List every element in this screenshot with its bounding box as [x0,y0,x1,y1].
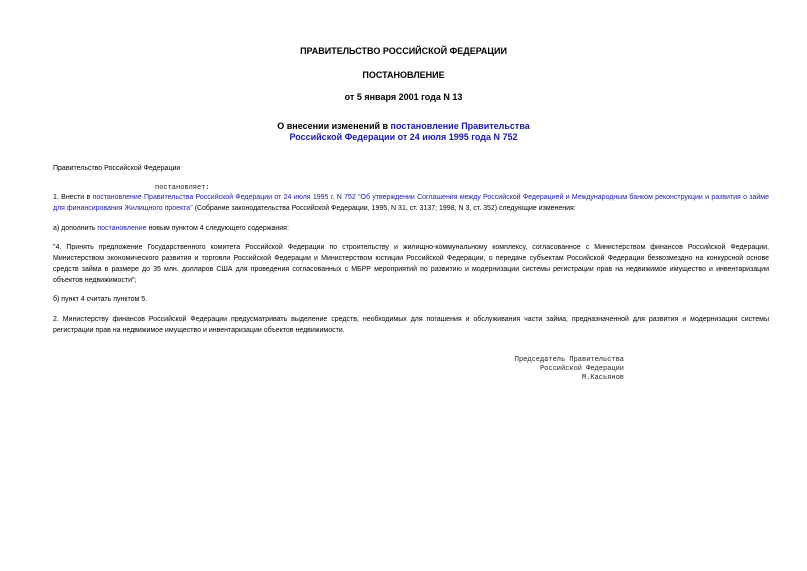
paragraph-a-rest: новым пунктом 4 следующего содержания: [146,225,289,232]
paragraph-1-rest: (Собрание законодательства Российской Федерации, 1995, N 31, ст. 3137; 1998, N 3, ст. 352) следующие изменения: [192,205,576,212]
paragraph-4-quote: "4. Принять предложение Государственного комитета Российской Федерации по строительству и жилищно-коммунальному комплексу, согласованное с Министерством финансов Российской Федерации, Министерством экономического развития и торговли Российской Федерации и Министерством юстиции Российской Федерации, о передаче субъектам Российской Федерации безвозмездно на конкурсной основе средств займа в размере до 35 млн. долларов США для проведения согласованных с МБРР мероприятий по развитию и модернизации системы регистрации прав на недвижимое имущество и инвентаризации объектов недвижимости"; [53,244,769,284]
paragraph-a-prefix: а) дополнить [53,225,98,232]
document-title-line2 [0,132,807,143]
paragraph-a [53,223,769,234]
signature-country: Российской Федерации [539,365,624,373]
paragraph-1 [53,192,769,214]
title-link-line1[interactable]: постановление Правительства [390,121,530,131]
document-date-number: от 5 января 2001 года N 13 [344,92,463,102]
intro-text: Правительство Российской Федерации [53,165,181,172]
signature-name: М.Касьянов [581,374,624,382]
title-link-line2[interactable]: Российской Федерации от 24 июля 1995 года N 752 [289,132,518,142]
decrees-text: постановляет: [155,184,210,192]
signature-title: Председатель Правительства [514,356,624,364]
paragraph-a-link[interactable]: постановление [97,225,147,232]
paragraph-b: б) пункт 4 считать пунктом 5. [53,296,148,303]
title-prefix: О внесении изменений в [277,121,391,131]
government-heading: ПРАВИТЕЛЬСТВО РОССИЙСКОЙ ФЕДЕРАЦИИ [300,46,507,56]
paragraph-1-num: 1. Внести в [53,194,93,201]
paragraph-2: 2. Министерству финансов Российской Федерации предусматривать выделение средств, необходимых для погашения и обслуживания части займа, предназначенной для развития и модернизации системы регистрации прав на недвижимое имущество и инвентаризации объектов недвижимости. [53,316,769,334]
document-title [0,121,807,132]
document-type: ПОСТАНОВЛЕНИЕ [362,70,445,80]
paragraph-1-link[interactable]: постановление Правительства Российской Федерации от 24 июля 1995 г. N 752 "Об утверждении Соглашения между Российской Федерацией и Международным банком реконструкции и развития о займе для финансирования Жилищного проекта" [53,194,770,212]
